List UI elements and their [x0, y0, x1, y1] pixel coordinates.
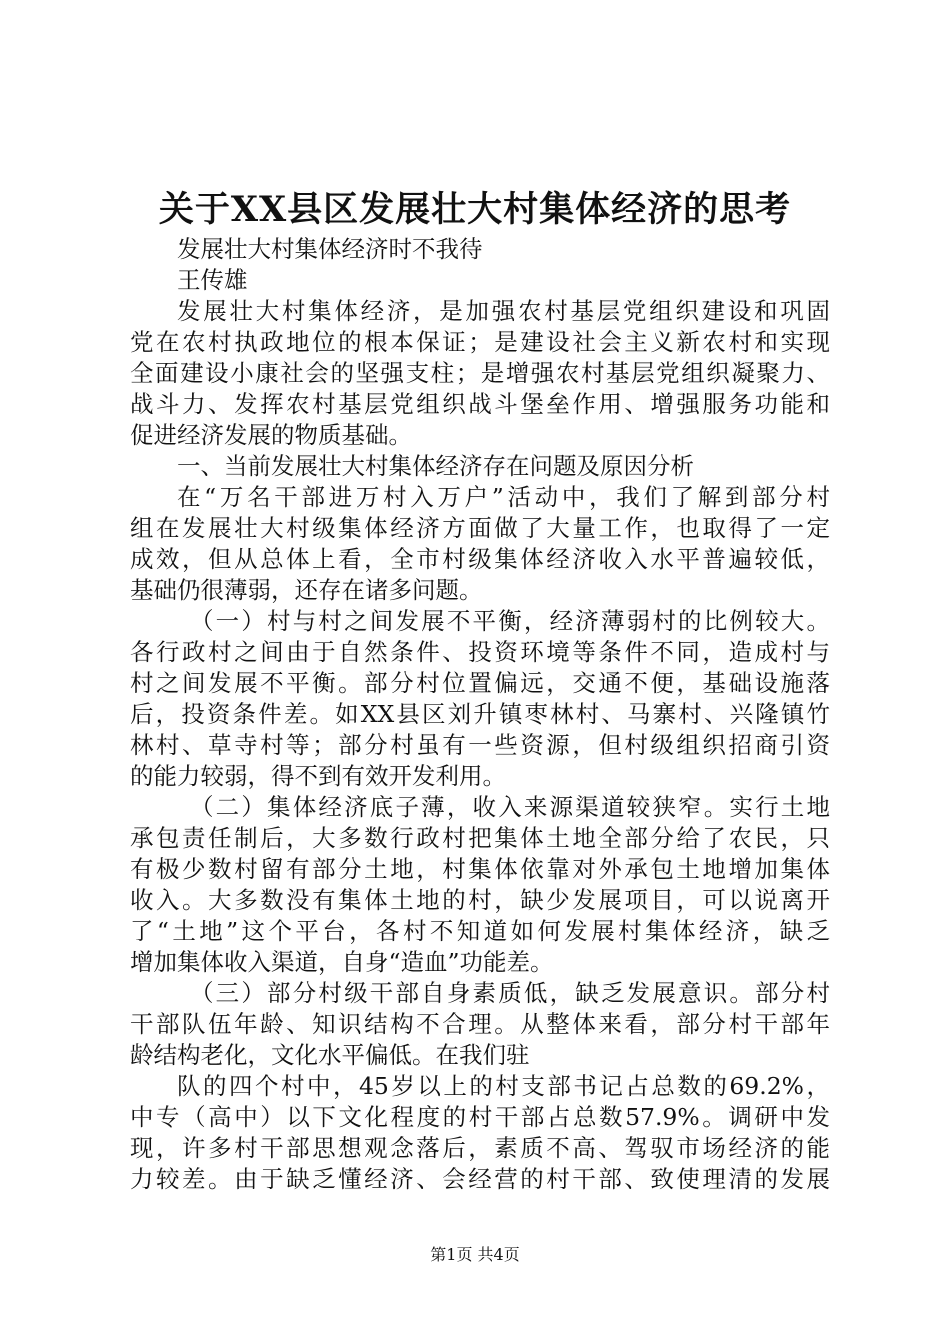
- text-line: 增加集体收入渠道，自身“造血”功能差。: [130, 948, 554, 976]
- text-line: 现，许多村干部思想观念落后，素质不高、驾驭市场经济的能: [130, 1134, 830, 1162]
- text-line: 全面建设小康社会的坚强支柱；是增强农村基层党组织凝聚力、: [130, 359, 830, 387]
- text-line: （三）部分村级干部自身素质低，缺乏发展意识。部分村: [190, 979, 830, 1007]
- text-line: 力较差。由于缺乏懂经济、会经营的村干部、致使理清的发展: [130, 1165, 830, 1193]
- text-line: 发展壮大村集体经济，是加强农村基层党组织建设和巩固: [177, 297, 830, 325]
- text-line: （二）集体经济底子薄，收入来源渠道较狭窄。实行土地: [190, 793, 830, 821]
- text-line: 促进经济发展的物质基础。: [130, 421, 412, 449]
- text-line: 中专（高中）以下文化程度的村干部占总数57.9%。调研中发: [130, 1103, 830, 1131]
- text-line: 后，投资条件差。如XX县区刘升镇枣林村、马寨村、兴隆镇竹: [130, 700, 830, 728]
- document-author: 王传雄: [177, 266, 248, 294]
- text-line: 在“万名干部进万村入万户”活动中，我们了解到部分村: [177, 483, 830, 511]
- text-line: 村之间发展不平衡。部分村位置偏远，交通不便，基础设施落: [130, 669, 830, 697]
- text-line: 的能力较弱，得不到有效开发利用。: [130, 762, 506, 790]
- text-line: 成效，但从总体上看，全市村级集体经济收入水平普遍较低，: [130, 545, 830, 573]
- text-line: 各行政村之间由于自然条件、投资环境等条件不同，造成村与: [130, 638, 830, 666]
- text-line: 干部队伍年龄、知识结构不合理。从整体来看，部分村干部年: [130, 1010, 830, 1038]
- text-line: 队的四个村中，45岁以上的村支部书记占总数的69.2%，: [177, 1072, 830, 1100]
- text-line: 有极少数村留有部分土地，村集体依靠对外承包土地增加集体: [130, 855, 830, 883]
- text-line: 龄结构老化，文化水平偏低。在我们驻: [130, 1041, 530, 1069]
- text-line: 林村、草寺村等；部分村虽有一些资源，但村级组织招商引资: [130, 731, 830, 759]
- document-title: 关于XX县区发展壮大村集体经济的思考: [158, 189, 792, 230]
- document-subtitle: 发展壮大村集体经济时不我待: [177, 235, 483, 263]
- text-line: 了“土地”这个平台，各村不知道如何发展村集体经济，缺乏: [130, 917, 830, 945]
- text-line: 一、当前发展壮大村集体经济存在问题及原因分析: [177, 452, 694, 480]
- document-body: [130, 234, 830, 1195]
- text-line: 战斗力、发挥农村基层党组织战斗堡垒作用、增强服务功能和: [130, 390, 830, 418]
- text-line: 党在农村执政地位的根本保证；是建设社会主义新农村和实现: [130, 328, 830, 356]
- text-line: 承包责任制后，大多数行政村把集体土地全部分给了农民，只: [130, 824, 830, 852]
- text-line: 基础仍很薄弱，还存在诸多问题。: [130, 576, 483, 604]
- text-line: （一）村与村之间发展不平衡，经济薄弱村的比例较大。: [190, 607, 830, 635]
- body-text: [130, 296, 830, 1195]
- text-line: 组在发展壮大村级集体经济方面做了大量工作，也取得了一定: [130, 514, 830, 542]
- text-line: 收入。大多数没有集体土地的村，缺少发展项目，可以说离开: [130, 886, 830, 914]
- page-footer: 第1页 共4页: [430, 1245, 520, 1264]
